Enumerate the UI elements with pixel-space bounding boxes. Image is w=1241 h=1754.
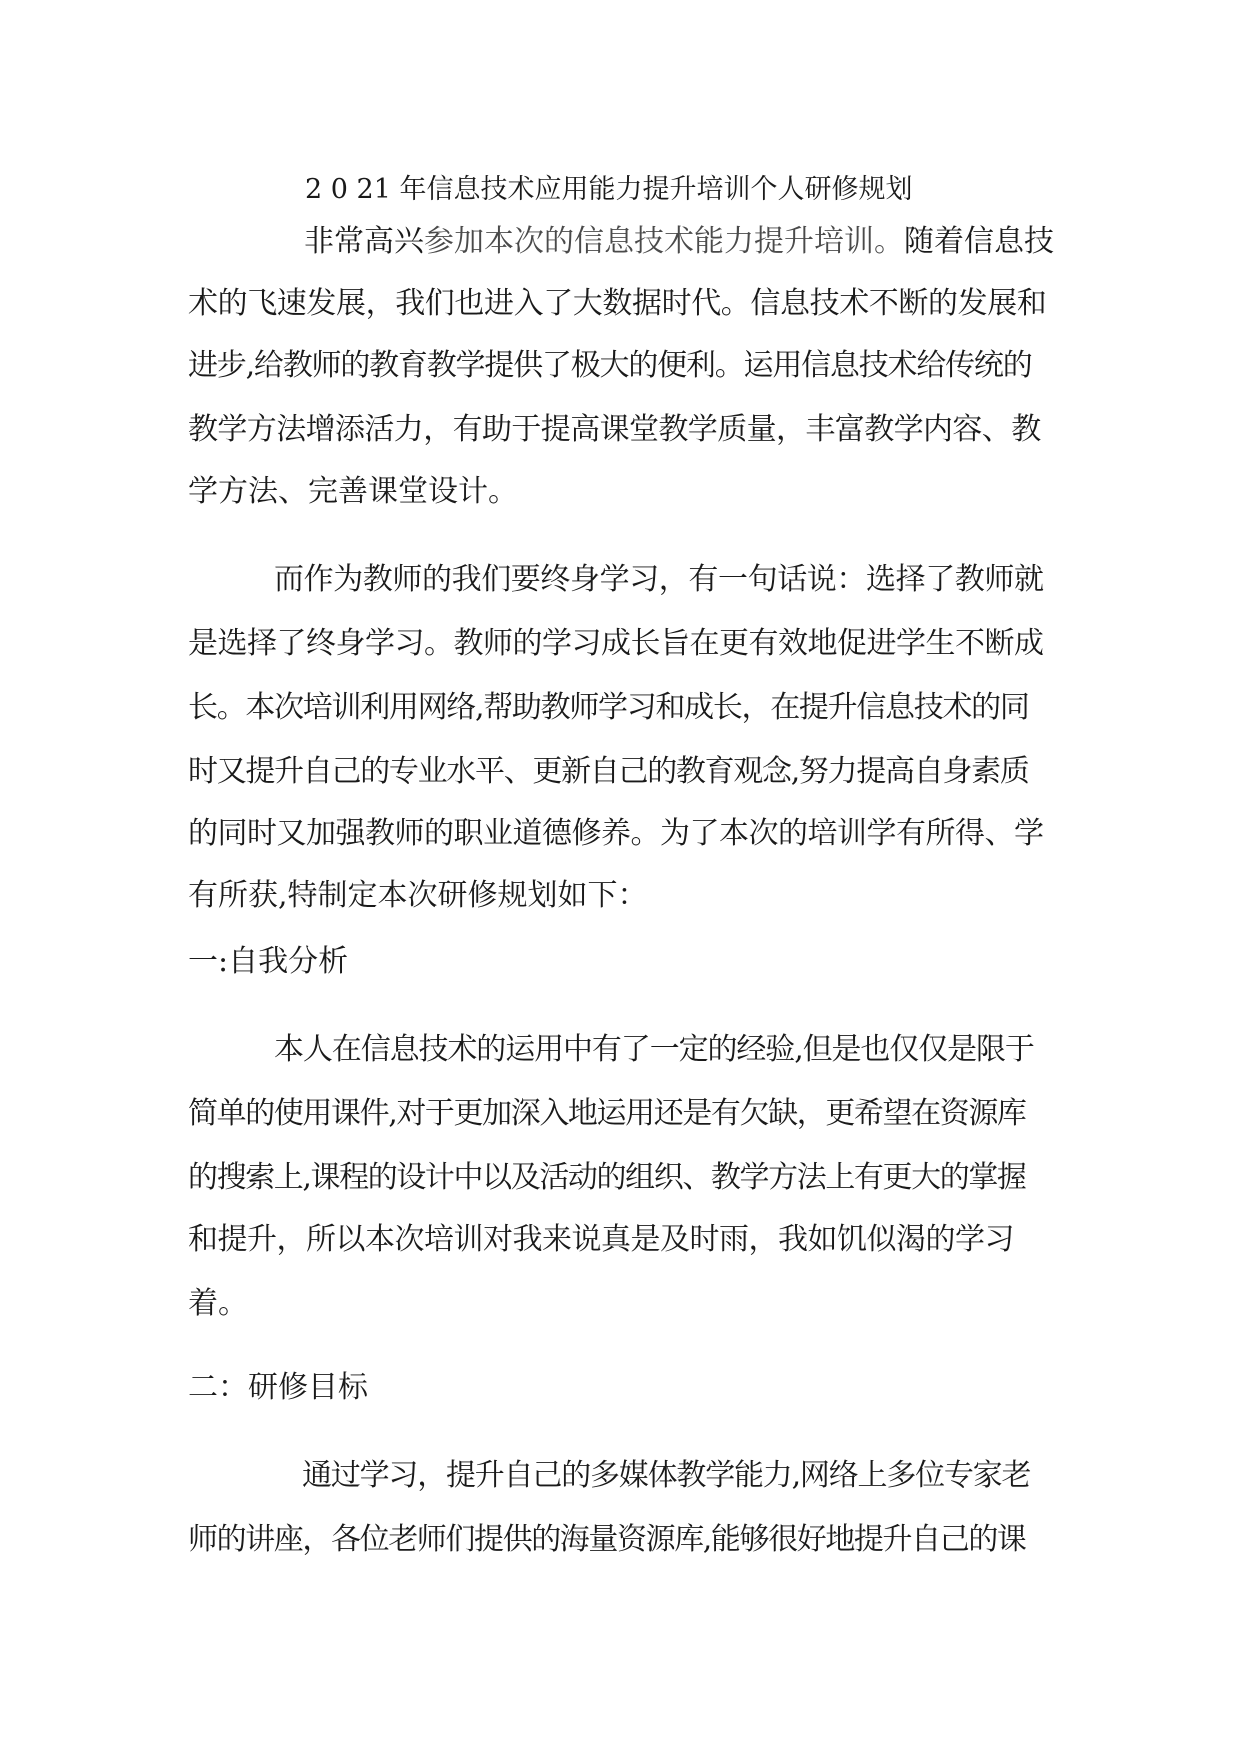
para2-line-2: 是选择了终身学习。教师的学习成长旨在更有效地促进学生不断成 [188,626,1044,661]
para3-line-1: 本人在信息技术的运用中有了一定的经验,但是也仅仅是限于 [274,1032,1034,1067]
para2-line-6: 有所获,特制定本次研修规划如下： [188,878,648,913]
intro-line-4: 教学方法增添活力，有助于提高课堂教学质量，丰富教学内容、教 [188,412,1041,447]
intro-line-3: 进步,给教师的教育教学提供了极大的便利。运用信息技术给传统的 [188,348,1032,383]
para3-line-3: 的搜索上,课程的设计中以及活动的组织、教学方法上有更大的掌握 [188,1160,1026,1195]
intro-line-2: 术的飞速发展，我们也进入了大数据时代。信息技术不断的发展和 [188,286,1047,321]
intro-line-1-a: 非常高兴 [304,224,424,259]
intro-line-1-b: 参加本次的信息技术能力提升培训。 [424,224,904,259]
para2-line-1: 而作为教师的我们要终身学习，有一句话说：选择了教师就 [274,562,1044,597]
para4-line-1: 通过学习，提升自己的多媒体教学能力,网络上多位专家老 [302,1458,1031,1493]
section-heading-research-goals: 二：研修目标 [188,1370,368,1405]
para3-line-5: 着。 [188,1286,248,1321]
para2-line-3: 长。本次培训利用网络,帮助教师学习和成长，在提升信息技术的同 [188,690,1029,725]
para2-line-5: 的同时又加强教师的职业道德修养。为了本次的培训学有所得、学 [188,816,1044,851]
para3-line-4: 和提升，所以本次培训对我来说真是及时雨，我如饥似渴的学习 [188,1222,1014,1257]
para3-line-2: 简单的使用课件,对于更加深入地运用还是有欠缺，更希望在资源库 [188,1096,1026,1131]
document-title: 2 0 21 年信息技术应用能力提升培训个人研修规划 [305,174,913,205]
para2-line-4: 时又提升自己的专业水平、更新自己的教育观念,努力提高自身素质 [188,754,1029,789]
intro-line-1-c: 随着信息技 [904,224,1054,259]
intro-line-5: 学方法、完善课堂设计。 [188,474,518,509]
intro-line-1 [304,222,1054,262]
section-heading-self-analysis: 一:自我分析 [188,944,349,979]
para4-line-2: 师的讲座，各位老师们提供的海量资源库,能够很好地提升自己的课 [188,1522,1026,1557]
